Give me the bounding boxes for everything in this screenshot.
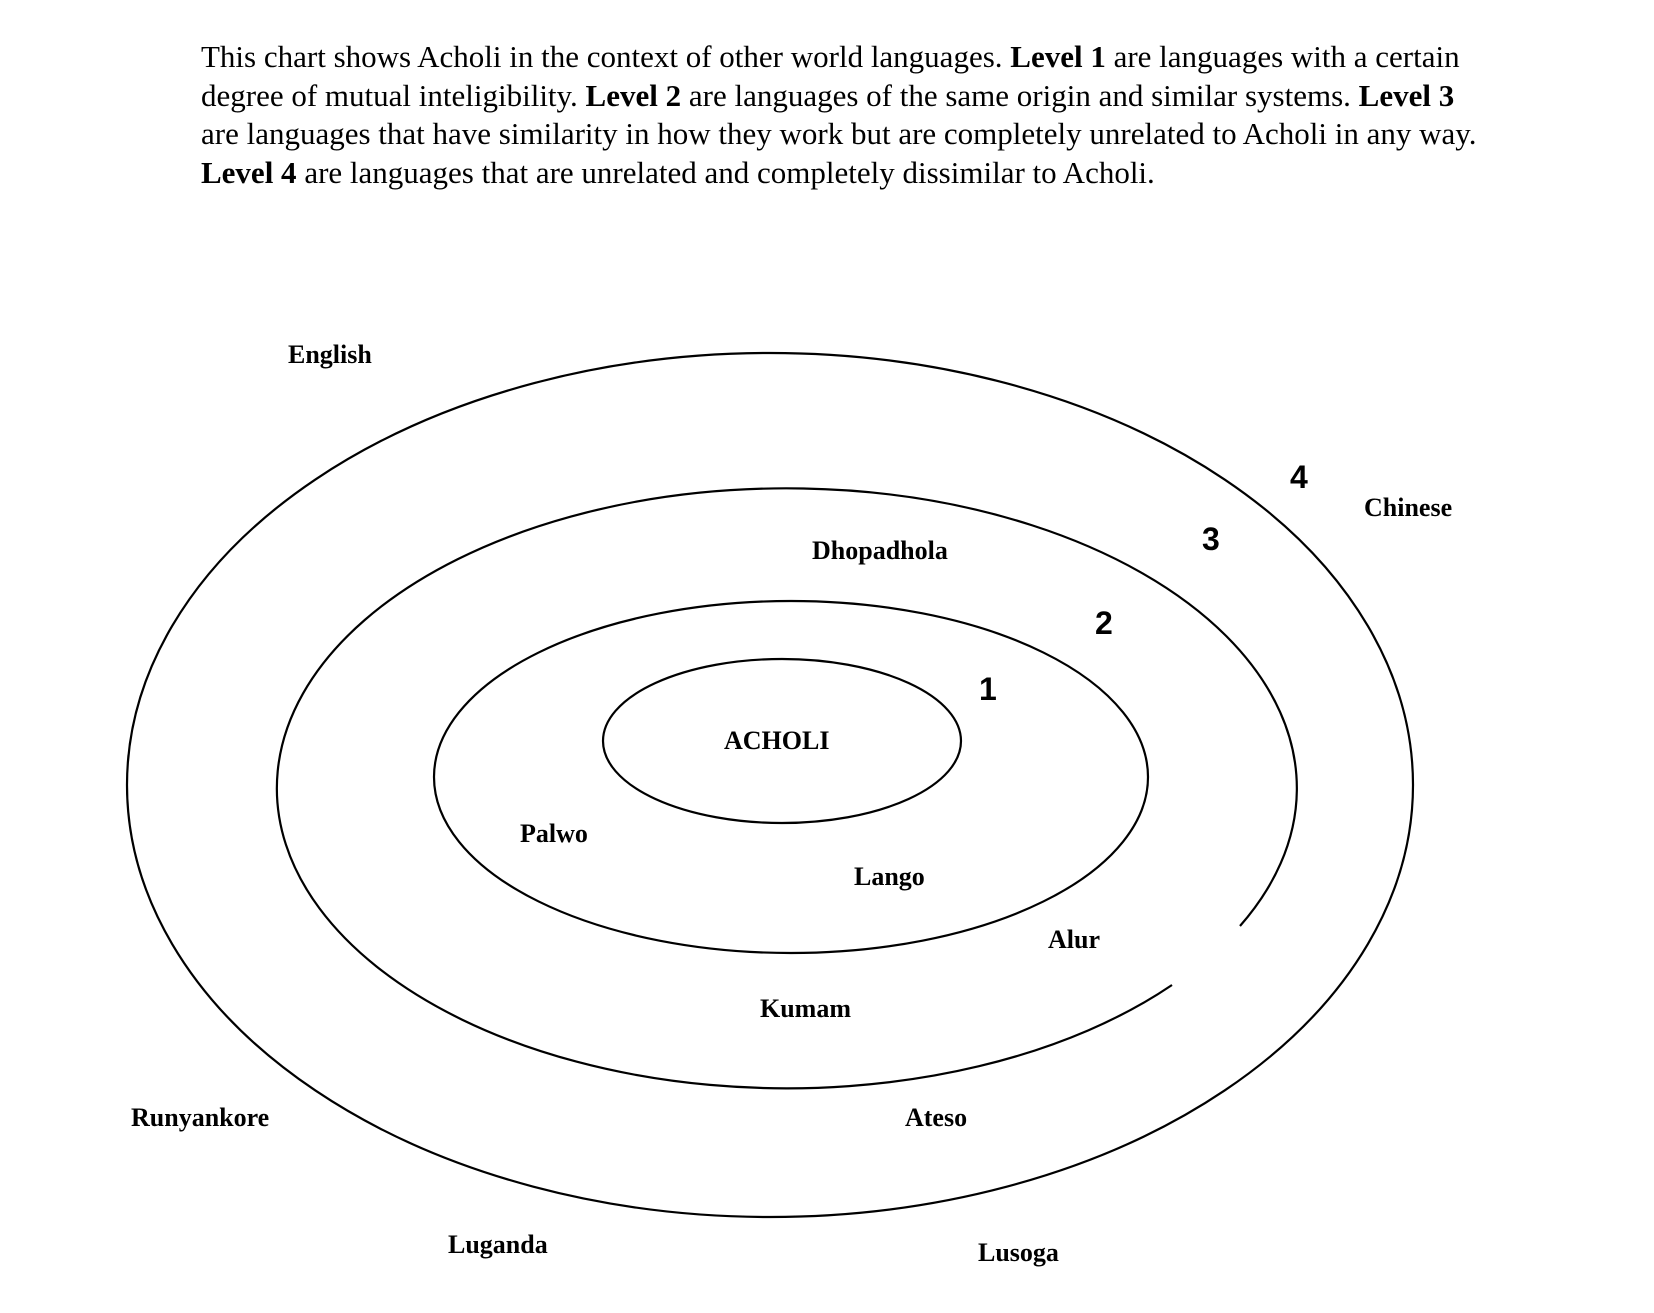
- level-2-definition: are languages of the same origin and similar systems.: [681, 77, 1359, 113]
- level-4-definition: are languages that are unrelated and completely dissimilar to Acholi.: [296, 154, 1155, 190]
- level-number-3: 3: [1202, 521, 1220, 557]
- language-kumam: Kumam: [760, 994, 851, 1023]
- language-palwo: Palwo: [520, 819, 588, 848]
- level-3-term: Level 3: [1358, 77, 1455, 113]
- level-number-2: 2: [1095, 605, 1113, 641]
- language-luganda: Luganda: [448, 1230, 548, 1259]
- intro-sentence: This chart shows Acholi in the context of other world languages.: [201, 39, 1011, 74]
- level-2-term: Level 2: [585, 77, 682, 113]
- level-1-term: Level 1: [1010, 39, 1106, 74]
- language-ateso: Ateso: [905, 1103, 968, 1132]
- language-runyankore: Runyankore: [131, 1103, 270, 1132]
- level-number-1: 1: [979, 671, 997, 707]
- language-dhopadhola: Dhopadhola: [812, 536, 948, 565]
- language-english: English: [288, 340, 372, 369]
- language-lusoga: Lusoga: [978, 1238, 1059, 1267]
- language-alur: Alur: [1048, 925, 1100, 954]
- level-4-term: Level 4: [201, 154, 297, 190]
- ring-level-2: [434, 601, 1148, 953]
- center-label-acholi: ACHOLI: [724, 726, 830, 755]
- level-1-definition: are languages with a certain degree of mutual inteligibility.: [201, 39, 1460, 113]
- language-chinese: Chinese: [1364, 493, 1453, 522]
- language-lango: Lango: [854, 862, 925, 891]
- level-3-definition: are languages that have similarity in how they work but are completely unrelated to Acholi in any way.: [201, 116, 1477, 151]
- level-number-4: 4: [1290, 459, 1308, 495]
